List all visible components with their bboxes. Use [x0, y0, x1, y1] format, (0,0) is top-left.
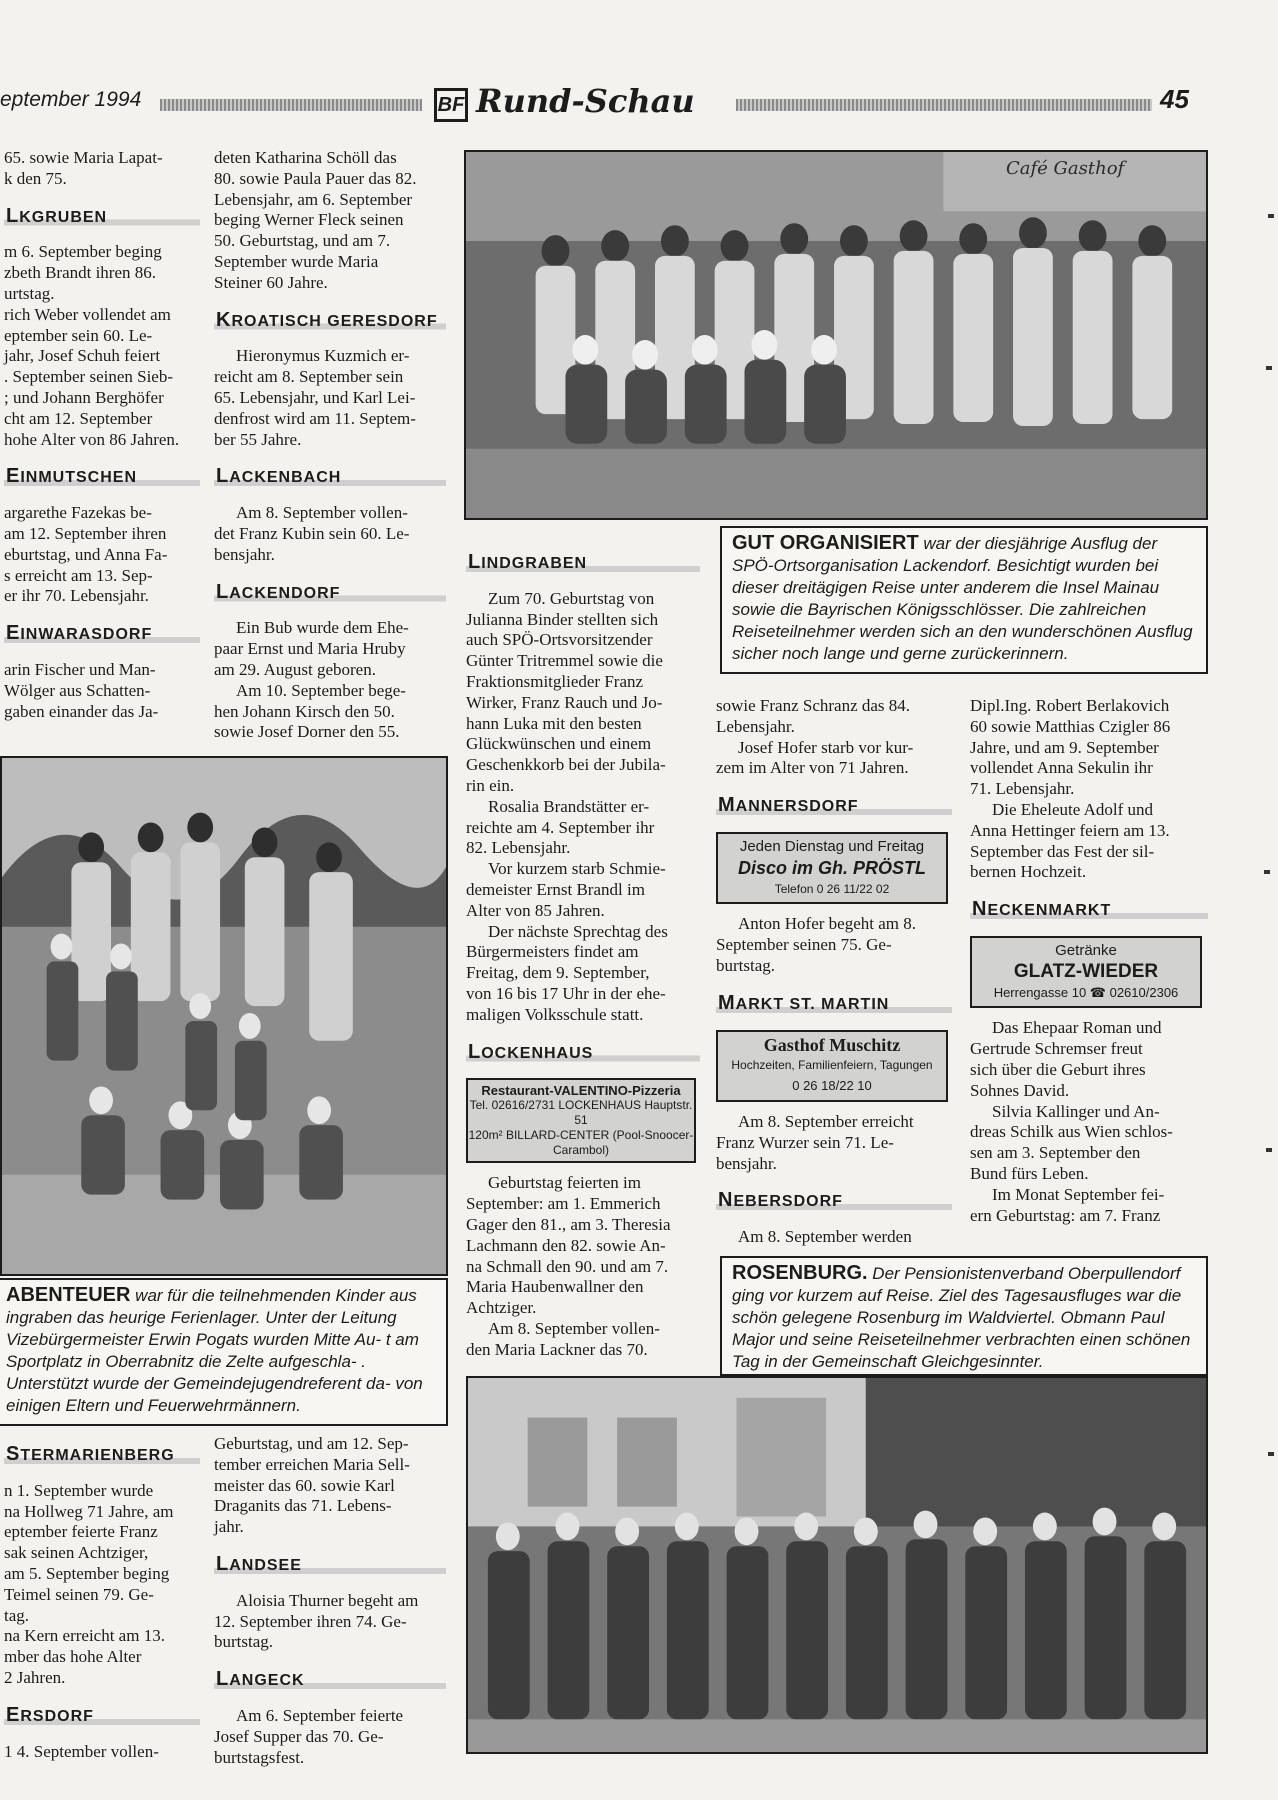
text-line: urtstag. [4, 283, 55, 303]
text-line: hohe Alter von 86 Jahren. [4, 429, 180, 449]
text-line: 2 Jahren. [4, 1667, 66, 1687]
text-line: sen am 3. September den [970, 1143, 1141, 1163]
scan-mark [1264, 870, 1270, 874]
column-5 [970, 696, 1208, 1226]
section-heading: EINMUTSCHEN [4, 464, 200, 491]
section-heading: EINWARASDORF [4, 621, 200, 648]
logo-badge: BF [434, 88, 468, 122]
ad-valentino [466, 1078, 696, 1163]
text-line: Glückwünschen und einem [466, 734, 652, 754]
bottom-column-1 [4, 1428, 200, 1762]
text-line: Alter von 85 Jahren. [466, 900, 605, 920]
text-line: zem im Alter von 71 Jahren. [716, 758, 909, 778]
text-line: Das Ehepaar Roman und [992, 1018, 1162, 1038]
text-line: Ein Bub wurde dem Ehe- [236, 618, 409, 638]
text-line: Julianna Binder stellten sich [466, 609, 659, 629]
text-line: 1 4. September vollen- [4, 1741, 159, 1761]
scan-mark [1266, 1148, 1272, 1152]
section-heading: STERMARIENBERG [4, 1442, 200, 1469]
ad-valentino-line2: Tel. 02616/2731 LOCKENHAUS Hauptstr. 51 [469, 1098, 693, 1128]
text-line: meister das 60. sowie Karl [214, 1475, 395, 1495]
header-rule-left [160, 99, 422, 111]
text-line: dreas Schilk aus Wien schlos- [970, 1122, 1173, 1142]
text-line: Die Eheleute Adolf und [992, 799, 1153, 819]
publication-name: Rund-Schau [476, 82, 695, 120]
text-line: m 6. September beging [4, 242, 162, 262]
text-line: 12. September ihren 74. Ge- [214, 1611, 407, 1631]
text-line: bernen Hochzeit. [970, 862, 1087, 882]
section-heading: LKGRUBEN [4, 204, 200, 231]
column-1 [4, 148, 200, 722]
text-line: na Schmall den 90. und am 7. [466, 1256, 669, 1276]
text-line: maligen Volksschule statt. [466, 1004, 644, 1024]
text-line: hann Luka mit den besten [466, 713, 642, 733]
text-line: Am 10. September bege- [236, 680, 406, 700]
text-line: auch SPÖ-Ortsvorsitzender [466, 630, 653, 650]
ad-gasthof-line3: 0 26 18/22 10 [792, 1078, 872, 1094]
text-line: eptember sein 60. Le- [4, 325, 153, 345]
ad-disco [716, 832, 948, 904]
text-line: sich über die Geburt ihres [970, 1059, 1146, 1079]
text-line: Geburtstag, und am 12. Sep- [214, 1434, 409, 1453]
section-heading: KROATISCH GERESDORF [214, 308, 446, 335]
text-line: Anton Hofer begeht am 8. [738, 914, 916, 934]
caption-text: war der diesjährige Ausflug der SPÖ-Ortsorganisation Lackendorf. Besichtigt wurden bei dieser dreitägigen Reise unter anderem die Insel Mainau sowie die Bayrischen Königsschlösser. Die zahlreichen Reiseteilnehmer werden sich an den wunderschönen Ausflug sicher noch lange und gerne zurückerinnern. [732, 534, 1193, 663]
text-line: na Hollweg 71 Jahre, am [4, 1501, 174, 1521]
text-line: am 5. September beging [4, 1563, 170, 1583]
text-line: jahr, Josef Schuh feiert [4, 346, 161, 366]
text-line: Steiner 60 Jahre. [214, 272, 328, 292]
ad-disco-line3: Telefon 0 26 11/22 02 [774, 881, 890, 896]
text-line: Günter Tritremmel sowie die [466, 651, 663, 671]
ad-glatz-wieder [970, 936, 1202, 1008]
text-line: eptember feierte Franz [4, 1522, 158, 1542]
text-line: Josef Hofer starb vor kur- [738, 737, 914, 757]
text-line: Wölger aus Schatten- [4, 680, 151, 700]
text-line: Im Monat September fei- [992, 1184, 1165, 1204]
text-line: bensjahr. [214, 544, 275, 564]
text-line: sak seinen Achtziger, [4, 1543, 149, 1563]
text-line: Am 6. September feierte [236, 1705, 404, 1725]
text-line: denfrost wird am 11. Septem- [214, 408, 416, 428]
scan-mark [1268, 214, 1274, 218]
text-line: Am 8. September vollen- [488, 1318, 660, 1338]
text-line: Geschenkkorb bei der Jubila- [466, 755, 666, 775]
text-line: 50. Geburtstag, und am 7. [214, 231, 391, 251]
text-line: Lebensjahr, am 6. September [214, 189, 413, 209]
header-rule-right [736, 99, 1152, 111]
text-line: 82. Lebensjahr. [466, 838, 571, 858]
text-line: 60 sowie Matthias Czigler 86 [970, 716, 1171, 736]
text-line: 65. Lebensjahr, und Karl Lei- [214, 387, 416, 407]
section-heading: LANDSEE [214, 1552, 446, 1579]
section-heading: LACKENBACH [214, 464, 446, 491]
text-line: Gertrude Schremser freut [970, 1039, 1143, 1059]
issue-date: eptember 1994 [0, 88, 142, 111]
text-line: reicht am 8. September sein [214, 367, 404, 387]
text-line: bensjahr. [716, 1153, 777, 1173]
bottom-column-2 [214, 1434, 446, 1768]
text-line: ber 55 Jahre. [214, 429, 302, 449]
text-line: reichte am 4. September ihr [466, 817, 655, 837]
text-line: September das Fest der sil- [970, 841, 1155, 861]
column-3 [466, 536, 700, 1361]
caption-gut-organisiert [720, 526, 1208, 674]
ad-disco-line2: Disco im Gh. PRÖSTL [737, 857, 927, 878]
text-line: 65. sowie Maria Lapat- [4, 148, 163, 167]
text-line: deten Katharina Schöll das [214, 148, 397, 167]
text-line: Geburtstag feierten im [488, 1173, 641, 1193]
text-line: Fraktionsmitglieder Franz [466, 671, 644, 691]
text-line: det Franz Kubin sein 60. Le- [214, 523, 410, 543]
scan-mark [1266, 366, 1272, 370]
text-line: Achtziger. [466, 1298, 537, 1318]
ad-valentino-line1: Restaurant-VALENTINO-Pizzeria [481, 1083, 681, 1099]
text-line: gaben einander das Ja- [4, 701, 159, 721]
column-4 [716, 696, 952, 1248]
text-line: Jahre, und am 9. September [970, 737, 1159, 757]
text-line: burtstag. [716, 955, 776, 975]
text-line: 80. sowie Paula Pauer das 82. [214, 168, 417, 188]
column-2 [214, 148, 446, 743]
text-line: zbeth Brandt ihren 86. [4, 263, 157, 283]
text-line: ; und Johann Berghöfer [4, 387, 164, 407]
text-line: am 29. August geboren. [214, 659, 376, 679]
section-heading: ERSDORF [4, 1703, 200, 1730]
text-line: mber das hohe Alter [4, 1647, 142, 1667]
photo-group-lackendorf-image [466, 152, 1206, 518]
caption-rosenburg [720, 1256, 1208, 1376]
caption-text: Der Pensionistenverband Oberpullendorf ging vor kurzem auf Reise. Ziel des Tagesausfluges war die schön gelegene Rosenburg im Waldviertel. Obmann Paul Major und seine Reiseteilnehmer verbrachten einen schönen Tag in der Gemeinschaft Gleichgesinnter. [732, 1264, 1191, 1371]
photo-rosenburg-group-image [468, 1378, 1206, 1752]
ad-valentino-line3: 120m² BILLARD-CENTER (Pool-Snoocer-Carambol) [468, 1128, 694, 1158]
text-line: am 12. September ihren [4, 523, 167, 543]
text-line: Draganits das 71. Lebens- [214, 1496, 392, 1516]
text-line: Lebensjahr. [716, 716, 795, 736]
ad-gasthof-line1: Gasthof Muschitz [763, 1034, 901, 1055]
text-line: Sohnes David. [970, 1080, 1070, 1100]
text-line: Rosalia Brandstätter er- [488, 796, 650, 816]
ad-gasthof-line2: Hochzeiten, Familienfeiern, Tagungen [731, 1058, 933, 1073]
section-heading: NEBERSDORF [716, 1188, 952, 1215]
text-line: Aloisia Thurner begeht am [236, 1590, 419, 1610]
text-line: Bund fürs Leben. [970, 1163, 1089, 1183]
text-line: sowie Josef Dorner den 55. [214, 722, 400, 742]
text-line: Teimel seinen 79. Ge- [4, 1584, 154, 1604]
text-line: Am 8. September erreicht [738, 1111, 914, 1131]
text-line: Zum 70. Geburtstag von [488, 588, 655, 608]
text-line: Josef Supper das 70. Ge- [214, 1726, 384, 1746]
page-number: 45 [1160, 84, 1189, 114]
text-line: Franz Wurzer sein 71. Le- [716, 1132, 894, 1152]
text-line: er ihr 70. Lebensjahr. [4, 586, 149, 606]
section-heading: LOCKENHAUS [466, 1040, 700, 1067]
text-line: Lachmann den 82. sowie An- [466, 1235, 666, 1255]
text-line: Freitag, dem 9. September, [466, 963, 650, 983]
text-line: jahr. [214, 1517, 244, 1537]
text-line: eburtstag, und Anna Fa- [4, 544, 168, 564]
ad-glatz-line3: Herrengasse 10 ☎ 02610/2306 [993, 984, 1179, 1000]
text-line: tember erreichen Maria Sell- [214, 1454, 410, 1474]
text-line: September seinen 75. Ge- [716, 935, 892, 955]
caption-lead: ABENTEUER [6, 1284, 131, 1306]
section-heading: LACKENDORF [214, 580, 446, 607]
text-line: n 1. September wurde [4, 1480, 154, 1500]
text-line: rin ein. [466, 775, 515, 795]
section-heading: MANNERSDORF [716, 793, 952, 820]
section-heading: LANGECK [214, 1667, 446, 1694]
text-line: demeister Ernst Brandl im [466, 879, 645, 899]
text-line: . September seinen Sieb- [4, 367, 174, 387]
text-line: Wirker, Franz Rauch und Jo- [466, 692, 663, 712]
ad-glatz-line1: Getränke [1055, 941, 1117, 959]
text-line: cht am 12. September [4, 408, 153, 428]
section-heading: LINDGRABEN [466, 550, 700, 577]
text-line: Anna Hettinger feiern am 13. [970, 820, 1170, 840]
text-line: Dipl.Ing. Robert Berlakovich [970, 696, 1170, 715]
text-line: k den 75. [4, 168, 67, 188]
photo-sign-text: Café Gasthof [1006, 158, 1125, 179]
ad-disco-line1: Jeden Dienstag und Freitag [739, 837, 925, 855]
text-line: Vor kurzem starb Schmie- [488, 859, 666, 879]
text-line: vollendet Anna Sekulin ihr [970, 758, 1153, 778]
ad-gasthof-muschitz [716, 1030, 948, 1102]
text-line: arin Fischer und Man- [4, 659, 156, 679]
text-line: burtstag. [214, 1632, 274, 1652]
caption-text: war für die teilnehmenden Kinder aus ingraben das heurige Ferienlager. Unter der Leitung Vizebürgermeister Erwin Pogats wurden Mitte Au- t am Sportplatz in Oberrabnitz die Zelte aufgeschla- . Unterstützt wurde der Gemeindejugendreferent da- von einigen Eltern und Feuerwehrmännern. [6, 1286, 423, 1415]
text-line: September: am 1. Emmerich [466, 1194, 661, 1214]
text-line: burtstagsfest. [214, 1747, 305, 1767]
text-line: Gager den 81., am 3. Theresia [466, 1214, 671, 1234]
scan-mark [1268, 1452, 1274, 1456]
photo-children-camp-image [2, 758, 446, 1274]
text-line: Hieronymus Kuzmich er- [236, 346, 410, 366]
text-line: argarethe Fazekas be- [4, 503, 152, 523]
photo-rosenburg-group [466, 1376, 1208, 1754]
text-line: hen Johann Kirsch den 50. [214, 701, 395, 721]
text-line: Am 8. September vollen- [236, 503, 408, 523]
text-line: sowie Franz Schranz das 84. [716, 696, 911, 715]
ad-glatz-line2: GLATZ-WIEDER [1013, 960, 1159, 982]
text-line: September wurde Maria [214, 251, 379, 271]
section-heading: MARKT ST. MARTIN [716, 991, 952, 1018]
text-line: ern Geburtstag: am 7. Franz [970, 1205, 1161, 1225]
text-line: rich Weber vollendet am [4, 304, 171, 324]
text-line: Silvia Kallinger und An- [992, 1101, 1160, 1121]
caption-lead: GUT ORGANISIERT [732, 532, 919, 554]
text-line: Maria Haubenwallner den [466, 1277, 644, 1297]
text-line: Bürgermeisters findet am [466, 942, 639, 962]
caption-abenteuer [0, 1278, 448, 1426]
text-line: Der nächste Sprechtag des [488, 921, 668, 941]
text-line: na Kern erreicht am 13. [4, 1626, 165, 1646]
text-line: 71. Lebensjahr. [970, 779, 1075, 799]
text-line: Am 8. September werden [738, 1227, 912, 1247]
caption-lead: ROSENBURG. [732, 1262, 868, 1284]
photo-group-lackendorf [464, 150, 1208, 520]
text-line: s erreicht am 13. Sep- [4, 565, 153, 585]
text-line: den Maria Lackner das 70. [466, 1339, 648, 1359]
text-line: von 16 bis 17 Uhr in der ehe- [466, 983, 666, 1003]
text-line: beging Werner Fleck seinen [214, 210, 404, 230]
photo-children-camp [0, 756, 448, 1276]
text-line: paar Ernst und Maria Hruby [214, 639, 406, 659]
text-line: tag. [4, 1605, 30, 1625]
section-heading: NECKENMARKT [970, 897, 1208, 924]
